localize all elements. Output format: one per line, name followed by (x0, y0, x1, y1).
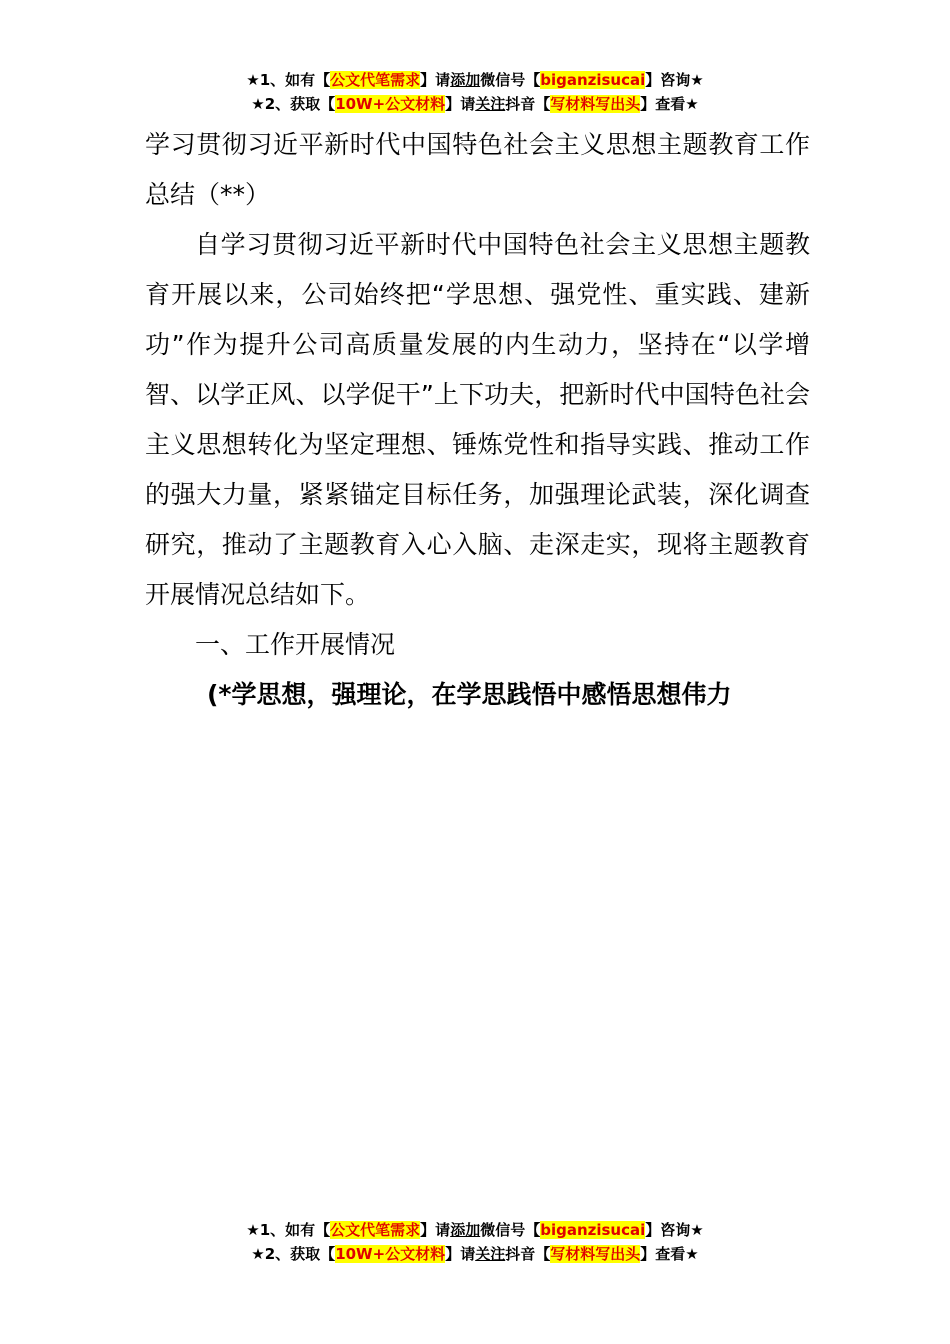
banner-text: 微信号【 (480, 1221, 541, 1239)
banner-highlight: 公文代笔需求 (330, 1221, 421, 1239)
banner-text: ★2、获取【 (251, 95, 336, 113)
banner-text: 】查看★ (640, 95, 699, 113)
banner-text: 抖音【 (505, 95, 551, 113)
banner-line-2 (0, 92, 950, 116)
banner-highlight: biganzisucai (540, 71, 646, 89)
header-banner (0, 68, 950, 116)
banner-text: ★2、获取【 (251, 1245, 336, 1263)
document-body (145, 120, 810, 720)
banner-line-1 (0, 1218, 950, 1242)
banner-underlined-text: 关注 (475, 95, 506, 113)
banner-highlight: biganzisucai (540, 1221, 646, 1239)
banner-text: ★1、如有【 (246, 71, 331, 89)
banner-text: 抖音【 (505, 1245, 551, 1263)
banner-text: ★1、如有【 (246, 1221, 331, 1239)
banner-text: 】请 (420, 1221, 451, 1239)
banner-highlight: 写材料写出头 (550, 95, 641, 113)
banner-line-2 (0, 1242, 950, 1266)
banner-underlined-text: 添加 (450, 71, 481, 89)
banner-text: 】咨询★ (645, 1221, 704, 1239)
intro-paragraph: 自学习贯彻习近平新时代中国特色社会主义思想主题教育开展以来，公司始终把“学思想、强党性、重实践、建新功”作为提升公司高质量发展的内生动力，坚持在“以学增智、以学正风、以学促干”上下功夫，把新时代中国特色社会主义思想转化为坚定理想、锤炼党性和指导实践、推动工作的强大力量，紧紧锚定目标任务，加强理论武装，深化调查研究，推动了主题教育入心入脑、走深走实，现将主题教育开展情况总结如下。 (145, 230, 810, 609)
section-heading: 一、工作开展情况 (195, 630, 396, 659)
banner-underlined-text: 添加 (450, 1221, 481, 1239)
banner-underlined-text: 关注 (475, 1245, 506, 1263)
banner-highlight: 10W+公文材料 (335, 1245, 446, 1263)
subsection-heading: (*学思想，强理论，在学思践悟中感悟思想伟力 (207, 680, 732, 709)
banner-text: 】查看★ (640, 1245, 699, 1263)
banner-highlight: 10W+公文材料 (335, 95, 446, 113)
banner-text: 】请 (445, 1245, 476, 1263)
banner-text: 】请 (445, 95, 476, 113)
banner-text: 】请 (420, 71, 451, 89)
banner-text: 微信号【 (480, 71, 541, 89)
banner-line-1 (0, 68, 950, 92)
banner-text: 】咨询★ (645, 71, 704, 89)
footer-banner (0, 1218, 950, 1266)
banner-highlight: 公文代笔需求 (330, 71, 421, 89)
banner-highlight: 写材料写出头 (550, 1245, 641, 1263)
document-title: 学习贯彻习近平新时代中国特色社会主义思想主题教育工作总结（**） (145, 130, 810, 209)
